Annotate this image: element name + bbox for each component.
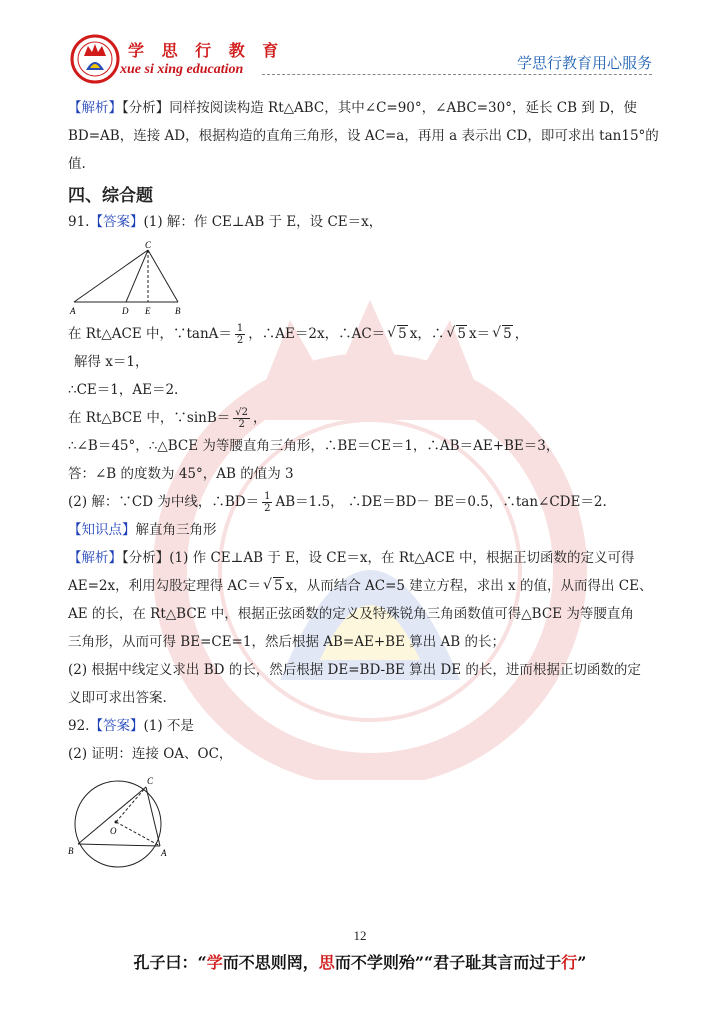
q91-analysis-1: 【解析】【分析】(1) 作 CE⊥AB 于 E，设 CE＝x，在 Rt△ACE 中，根据正切函数的定义可得: [68, 550, 635, 566]
q92-line-2: (2) 证明：连接 OA、OC，: [68, 746, 233, 762]
label-b: B: [175, 306, 181, 316]
sqrt-expression: √ 5: [387, 320, 408, 348]
fraction: $\frac{1}{2}$: [236, 323, 244, 346]
label-c: C: [147, 776, 154, 786]
q91-line-1: 91.【答案】(1) 解：作 CE⊥AB 于 E，设 CE＝x，: [68, 214, 383, 230]
label-a: A: [161, 848, 167, 858]
label-a: A: [70, 306, 76, 316]
brand-logo-icon: [70, 34, 120, 84]
footer-quote: 孔子曰：“学而不思则罔，思而不学则殆”“君子耻其言而过于行”: [133, 953, 587, 972]
sqrt-expression: √ 5: [263, 572, 284, 600]
q91-analysis-6: 义即可求出答案.: [68, 690, 167, 706]
q91-line-3: 解得 x＝1，: [74, 354, 149, 370]
knowledge-tag: 【知识点】: [68, 522, 136, 538]
label-b: B: [68, 846, 74, 856]
answer-tag: 【答案】: [89, 214, 144, 230]
sqrt-expression: √ 5: [446, 320, 467, 348]
label-d: D: [122, 306, 129, 316]
q91-line-6: ∴∠B＝45°，∴△BCE 为等腰直角三角形，∴BE＝CE＝1，∴AB＝AE+BE＝3，: [68, 438, 560, 454]
q91-analysis-2: AE=2x，利用勾股定理得 AC＝√ 5 x，从而结合 AC=5 建立方程，求出 x 的值，从而得出 CE、: [68, 572, 654, 600]
q91-line-8: (2) 解：∵CD 为中线，∴BD＝ $\frac{1}{2}$ AB＝1.5， ∴DE＝BD－ BE＝0.5，∴tan∠CDE＝2.: [68, 491, 607, 514]
circle-figure: [68, 774, 176, 870]
q91-analysis-5: (2) 根据中线定义求出 BD 的长，然后根据 DE=BD-BE 算出 DE 的长，进而根据正切函数的定: [68, 662, 641, 678]
page-number: 12: [353, 928, 367, 943]
knowledge-line: 【知识点】解直角三角形: [68, 522, 217, 538]
prev-analysis-line-1: 【解析】【分析】同样按阅读构造 Rt△ABC，其中∠C=90°，∠ABC=30°，延长 CB 到 D，使: [68, 100, 637, 116]
brand-name-en: xue si xing education: [120, 62, 244, 77]
analysis-tag: 【解析】: [68, 550, 122, 566]
prev-analysis-line-2: BD=AB，连接 AD，根据构造的直角三角形，设 AC=a，再用 a 表示出 CD，即可求出 tan15°的: [68, 128, 659, 144]
answer-tag: 【答案】: [89, 718, 144, 734]
page-header: [0, 0, 720, 90]
triangle-figure: [68, 240, 198, 320]
q91-line-4: ∴CE＝1，AE＝2.: [68, 382, 179, 398]
fraction: $\frac{√2}{2}$: [235, 407, 249, 430]
fraction: $\frac{1}{2}$: [264, 491, 271, 514]
label-o: O: [110, 826, 117, 836]
header-divider: [262, 74, 652, 75]
q91-line-5: 在 Rt△BCE 中，∵sinB＝ $\frac{√2}{2}$ ，: [68, 407, 267, 430]
q91-analysis-3: AE 的长，在 Rt△BCE 中，根据正弦函数的定义及特殊锐角三角函数值可得△BCE 为等腰直角: [68, 606, 634, 622]
prev-analysis-line-3: 值.: [68, 156, 86, 172]
label-e: E: [145, 306, 151, 316]
analysis-tag: 【解析】: [68, 100, 122, 116]
header-slogan: 学思行教育用心服务: [516, 54, 652, 72]
q91-line-7: 答：∠B 的度数为 45°，AB 的值为 3: [68, 466, 294, 482]
sqrt-expression: √ 5: [492, 320, 513, 348]
brand-name-cn: 学 思 行 教 育: [128, 41, 285, 60]
page-content: [68, 94, 659, 870]
q91-line-2: 在 Rt△ACE 中，∵tanA＝ $\frac{1}{2}$ ，∴AE＝2x，∴AC＝√ 5 x，∴√ 5 x＝√ 5 ，: [68, 320, 654, 348]
label-c: C: [145, 240, 152, 250]
section-title: 四、综合题: [68, 186, 153, 206]
q91-analysis-4: 三角形，从而可得 BE=CE=1，然后根据 AB=AE+BE 算出 AB 的长；: [68, 634, 505, 650]
q92-line-1: 92.【答案】(1) 不是: [68, 718, 194, 734]
